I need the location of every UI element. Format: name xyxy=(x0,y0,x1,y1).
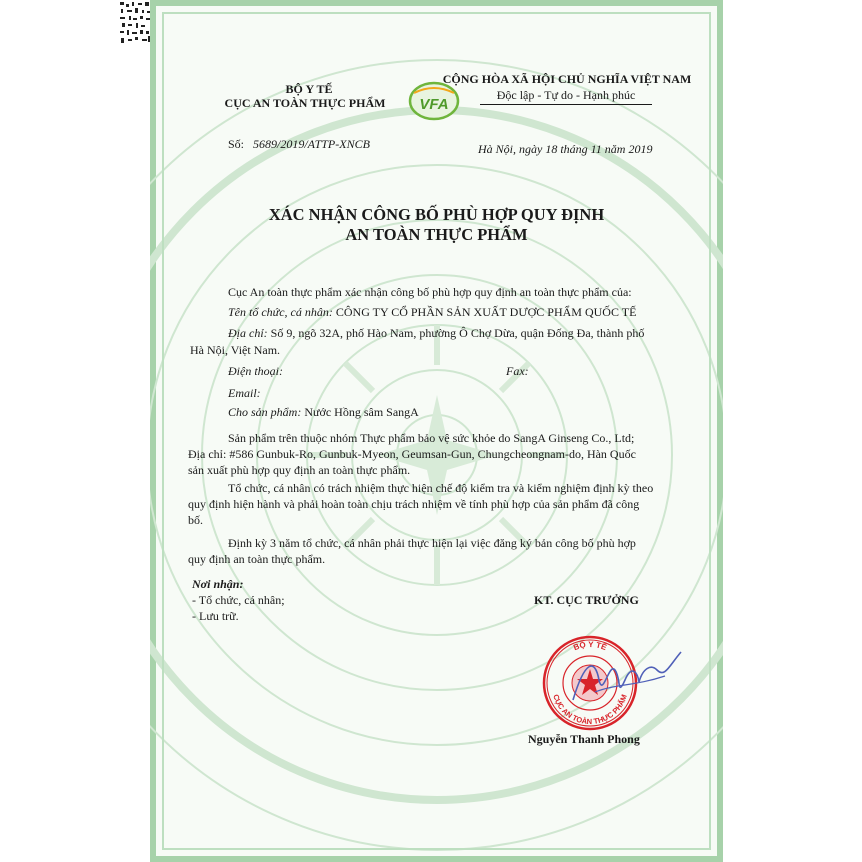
seal-top-text: BỘ Y TẾ xyxy=(572,639,608,653)
ministry-name: BỘ Y TẾ xyxy=(285,82,333,96)
para1-line-3: sản xuất phù hợp quy định an toàn thực phẩm. xyxy=(188,463,411,477)
para2-line-2: quy định hiện hành và phải hoàn toàn chịu trách nhiệm về tính phù hợp của sản phẩm đã công xyxy=(188,497,640,511)
title-line-2: AN TOÀN THỰC PHẨM xyxy=(345,225,528,244)
title-line-1: XÁC NHẬN CÔNG BỐ PHÙ HỢP QUY ĐỊNH xyxy=(268,205,605,224)
org-row xyxy=(228,305,636,320)
address-label: Địa chỉ: xyxy=(228,326,268,340)
doc-number-value: 5689/2019/ATTP-XNCB xyxy=(253,137,370,151)
org-value: CÔNG TY CỔ PHẦN SẢN XUẤT DƯỢC PHẨM QUỐC TẾ xyxy=(335,305,637,319)
agency-name: CỤC AN TOÀN THỰC PHẨM xyxy=(224,96,386,110)
certificate-page xyxy=(150,0,723,862)
vfa-logo-text: VFA xyxy=(419,96,449,113)
para3-line-2: quy định an toàn thực phẩm. xyxy=(188,552,326,566)
para2-line-3: bố. xyxy=(188,513,203,527)
recipient-1: - Tổ chức, cá nhân; xyxy=(192,593,285,607)
intro-text: Cục An toàn thực phẩm xác nhận công bố phù hợp quy định an toàn thực phẩm của: xyxy=(228,285,632,299)
country-name: CỘNG HÒA XÃ HỘI CHỦ NGHĨA VIỆT NAM xyxy=(442,72,692,86)
doc-number-label: Số: xyxy=(228,137,245,151)
product-row xyxy=(228,405,419,420)
place-date: Hà Nội, ngày 18 tháng 11 năm 2019 xyxy=(478,142,653,156)
document-number xyxy=(228,137,370,152)
address-line-1: Số 9, ngõ 32A, phố Hào Nam, phường Ô Chợ Dừa, quận Đống Đa, thành phố xyxy=(270,326,645,340)
para3-line-1: Định kỳ 3 năm tổ chức, cá nhân phải thực hiện lại việc đăng ký bản công bố phù hợp xyxy=(228,536,636,550)
seal-bottom-text: CỤC AN TOÀN THỰC PHẨM xyxy=(551,693,629,727)
phone-label: Điện thoại: xyxy=(228,364,283,378)
para1-line-2: Địa chỉ: #586 Gunbuk-Ro, Gunbuk-Myeon, Geumsan-Gun, Chungcheongnam-do, Hàn Quốc xyxy=(188,447,636,461)
address-row-1 xyxy=(228,326,644,341)
signer-name: Nguyễn Thanh Phong xyxy=(528,732,640,746)
product-value: Nước Hồng sâm SangA xyxy=(304,405,419,419)
recipients-label: Nơi nhận: xyxy=(192,577,244,591)
handwritten-signature xyxy=(565,640,685,712)
recipient-2: - Lưu trữ. xyxy=(192,609,239,623)
national-motto: Độc lập - Tự do - Hạnh phúc xyxy=(480,88,652,105)
email-label: Email: xyxy=(228,386,261,400)
address-line-2: Hà Nội, Việt Nam. xyxy=(190,343,281,357)
qr-code xyxy=(118,0,152,46)
para2-line-1: Tổ chức, cá nhân có trách nhiệm thực hiện chế độ kiểm tra và kiểm nghiệm định kỳ theo xyxy=(228,481,654,495)
product-label: Cho sản phẩm: xyxy=(228,405,302,419)
fax-label: Fax: xyxy=(506,364,529,378)
org-label: Tên tổ chức, cá nhân: xyxy=(228,305,333,319)
para1-line-1: Sản phẩm trên thuộc nhóm Thực phẩm bảo vệ sức khỏe do SangA Ginseng Co., Ltd; xyxy=(228,431,635,445)
signer-title: KT. CỤC TRƯỞNG xyxy=(534,593,639,607)
